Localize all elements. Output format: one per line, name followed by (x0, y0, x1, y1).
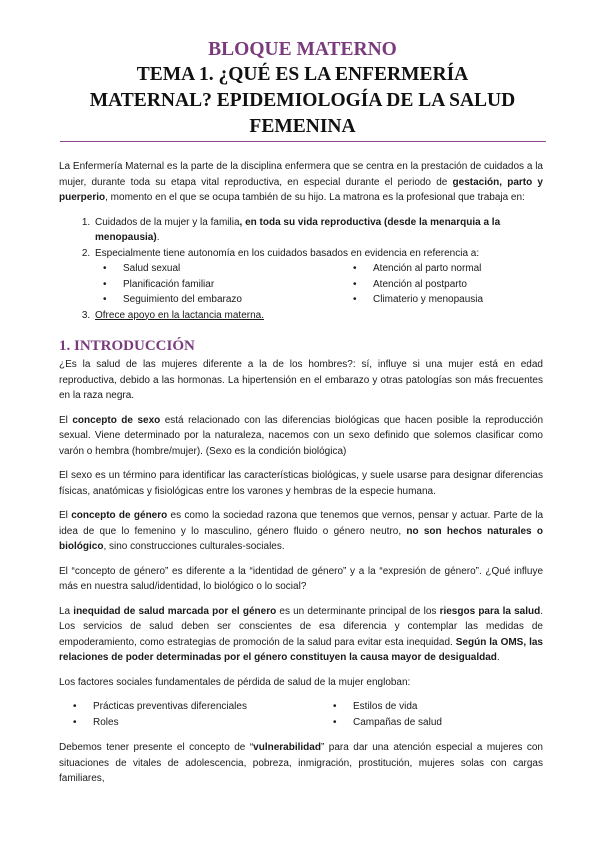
document-body (59, 159, 543, 796)
text: es un determinante principal de los (276, 605, 440, 617)
document-title (60, 38, 545, 140)
text: está relacionado con las diferencias biológicas que hacen posible la reproducción sexual. Viene determinado por la naturaleza, nacemos con un sexo definido que solemos clasificar como varón o hembra (hombre/mujer). (Sexo es la condición biológica) (59, 414, 544, 457)
text: El (59, 510, 72, 521)
underlined-text: Ofrece apoyo en la lactancia materna. (95, 309, 264, 321)
topic-title-line-3: FEMENINA (249, 116, 356, 137)
sublist-item: • Salud sexual (93, 261, 343, 277)
paragraph (59, 740, 543, 787)
paragraph: El sexo es un término para identificar las características biológicas, y suele usarse para designar diferencias físicas, anatómicas y fisiológicas entre los varones y hembras de la especie humana. (59, 470, 543, 497)
bold-text: vulnerabilidad (253, 742, 321, 753)
autonomy-sublist (93, 261, 543, 308)
list-item (93, 246, 543, 308)
intro-paragraph (59, 159, 543, 206)
paragraph: ¿Es la salud de las mujeres diferente a la de los hombres?: sí, influye si una mujer está en edad reproductiva, debido a las hormonas. La hipertensión en el embarazo y otras patologías son más frecuentes en la raza negra. (59, 359, 543, 401)
list-item: • Roles (59, 715, 319, 731)
midwife-work-list (59, 215, 543, 324)
sublist-item: • Planificación familiar (93, 277, 343, 293)
bold-text: Según la OMS, las relaciones de poder determinadas por el género constituyen la causa mayor de desigualdad (59, 636, 543, 663)
text: ” para dar una atención especial a mujeres con situaciones de vitales de adolescencia, pobreza, inmigración, prostitución, mujeres solas con cargas familiares, (59, 742, 543, 784)
text: es como la sociedad razona que tenemos que vernos, pensar y actuar. Parte de la idea de que lo femenino y lo masculino, género fluido o género neutro, (59, 510, 544, 537)
bold-text: gestación, parto y puerperio (59, 176, 543, 203)
text: . Los servicios de salud deben ser conscientes de esa diferencia y contemplar las medidas de empoderamiento, como estrategias de promoción de la salud para evitar esta inequidad. (59, 605, 544, 648)
text: , sino construcciones culturales-sociales. (103, 541, 285, 552)
list-item: • Campañas de salud (319, 715, 519, 731)
text: . (496, 652, 500, 663)
text: Especialmente tiene autonomía en los cuidados basados en evidencia en referencia a: (95, 247, 480, 259)
sublist-item: • Climaterio y menopausia (343, 292, 543, 308)
text: . (156, 232, 160, 243)
bold-text: riesgos para la salud (439, 605, 541, 617)
text: La Enfermería Maternal es la parte de la disciplina enfermera que se centra en la prestación de cuidados a la mujer, durante toda su etapa vital reproductiva, en especial durante el periodo de (59, 161, 543, 188)
sublist-item: • Atención al parto normal (343, 261, 543, 277)
text: El (59, 414, 73, 426)
paragraph: El “concepto de género” es diferente a la “identidad de género” y a la “expresión de género”. ¿Qué influye más en nuestra salud/identidad, lo biológico o lo social? (59, 565, 543, 592)
sublist-item: • Seguimiento del embarazo (93, 292, 343, 308)
topic-title-line-2: MATERNAL? EPIDEMIOLOGÍA DE LA SALUD (89, 90, 516, 111)
paragraph: Los factores sociales fundamentales de pérdida de salud de la mujer engloban: (59, 676, 411, 688)
text: , momento en el que se ocupa también de su hijo. La matrona es la profesional que trabaja en: (105, 192, 525, 203)
list-item (93, 308, 543, 324)
topic-title-line-1: TEMA 1. ¿QUÉ ES LA ENFERMERÍA (136, 64, 469, 85)
list-item: • Estilos de vida (319, 699, 519, 715)
bold-text: concepto de sexo (72, 414, 161, 426)
list-item (93, 215, 543, 246)
block-title: BLOQUE MATERNO (208, 39, 397, 60)
bold-text: , en toda su vida reproductiva (desde la menarquia a la menopausia) (95, 216, 501, 243)
bold-text: inequidad de salud marcada por el género (73, 605, 277, 617)
social-factors-list (59, 699, 543, 730)
text: Debemos tener presente el concepto de “ (59, 742, 254, 753)
bold-text: concepto de género (71, 510, 168, 521)
text: La (59, 605, 74, 617)
paragraph (59, 413, 543, 460)
paragraph (59, 604, 543, 666)
list-item: • Prácticas preventivas diferenciales (59, 699, 319, 715)
text: Cuidados de la mujer y la familia (95, 216, 240, 228)
section-heading: 1. INTRODUCCIÓN (59, 338, 195, 354)
bold-text: no son hechos naturales o biológico (59, 525, 543, 552)
sublist-item: • Atención al postparto (343, 277, 543, 293)
paragraph (59, 508, 543, 555)
title-divider (60, 141, 546, 142)
